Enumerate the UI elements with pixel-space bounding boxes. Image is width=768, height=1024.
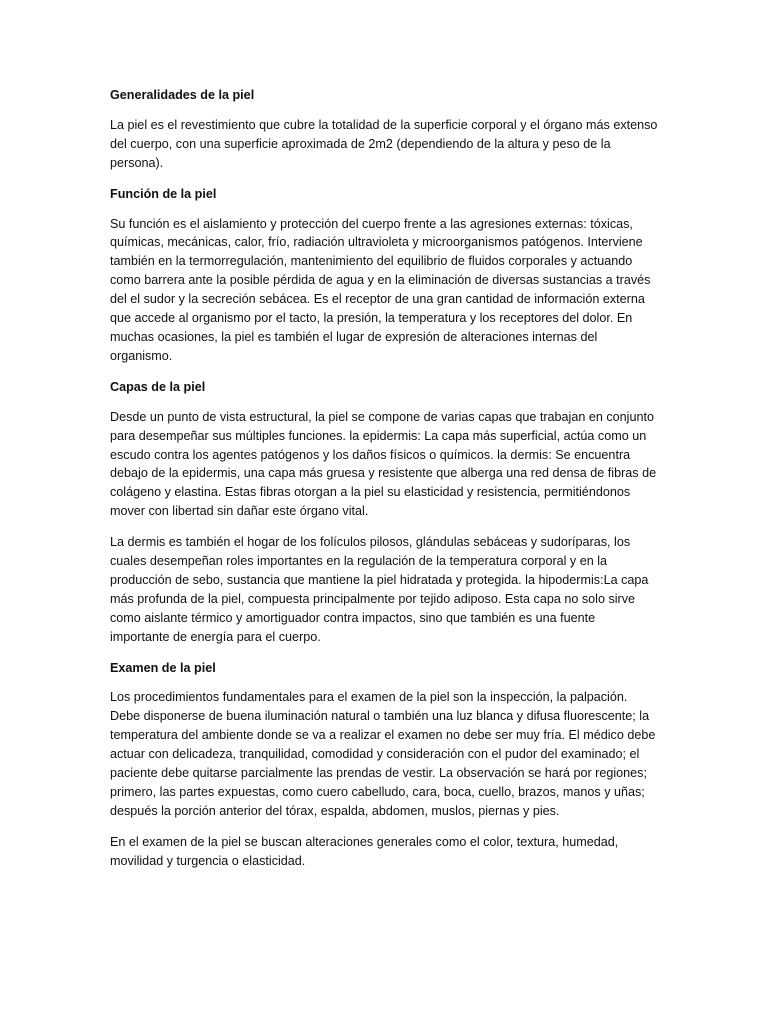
paragraph-examen-1: Los procedimientos fundamentales para el examen de la piel son la inspección, la palpación. Debe disponerse de buena iluminación natural o también una luz blanca y difusa fluorescente; la temperatura del ambiente donde se va a realizar el examen no debe ser muy fría. El médico debe actuar con delicadeza, tranquilidad, comodidad y consideración con el pudor del examinado; el paciente debe quitarse parcialmente las prendas de vestir. La observación se hará por regiones; primero, las partes expuestas, como cuero cabelludo, cara, boca, cuello, brazos, manos y uñas; después la porción anterior del tórax, espalda, abdomen, muslos, piernas y pies.: [110, 690, 656, 818]
document-body: [110, 86, 658, 883]
section-heading-capas: Capas de la piel: [110, 379, 206, 394]
section-heading-examen: Examen de la piel: [110, 660, 216, 675]
paragraph-capas-2: La dermis es también el hogar de los folículos pilosos, glándulas sebáceas y sudoríparas, los cuales desempeñan roles importantes en la regulación de la temperatura corporal y en la producción de sebo, sustancia que mantiene la piel hidratada y protegida. la hipodermis:La capa más profunda de la piel, compuesta principalmente por tejido adiposo. Esta capa no solo sirve como aislante térmico y amortiguador contra impactos, sino que también es una fuente importante de energía para el cuerpo.: [110, 535, 649, 644]
paragraph-capas-1: Desde un punto de vista estructural, la piel se compone de varias capas que trabajan en conjunto para desempeñar sus múltiples funciones. la epidermis: La capa más superficial, actúa como un escudo contra los agentes patógenos y los daños físicos o químicos. la dermis: Se encuentra debajo de la epidermis, una capa más gruesa y resistente que alberga una red densa de fibras de colágeno y elastina. Estas fibras otorgan a la piel su elasticidad y resistencia, permitiéndonos mover con libertad sin dañar este órgano vital.: [110, 409, 657, 519]
paragraph-funcion: Su función es el aislamiento y protección del cuerpo frente a las agresiones externas: tóxicas, químicas, mecánicas, calor, frío, radiación ultravioleta y microorganismos patógenos. Interviene también en la termorregulación, mantenimiento del equilibrio de fluidos corporales y actuando como barrera ante la posible pérdida de agua y en la eliminación de diversas sustancias a través del el sudor y la secreción sebácea. Es el receptor de una gran cantidad de información externa que accede al organismo por el tacto, la presión, la temperatura y los receptores del dolor. En muchas ocasiones, la piel es también el lugar de expresión de alteraciones internas del organismo.: [110, 216, 651, 363]
section-heading-funcion: Función de la piel: [110, 186, 217, 201]
section-heading-generalidades: Generalidades de la piel: [110, 88, 255, 102]
paragraph-generalidades: La piel es el revestimiento que cubre la totalidad de la superficie corporal y el órgano más extenso del cuerpo, con una superficie aproximada de 2m2 (dependiendo de la altura y peso de la persona).: [110, 117, 658, 170]
paragraph-examen-2: En el examen de la piel se buscan alteraciones generales como el color, textura, humedad, movilidad y turgencia o elasticidad.: [110, 834, 619, 868]
